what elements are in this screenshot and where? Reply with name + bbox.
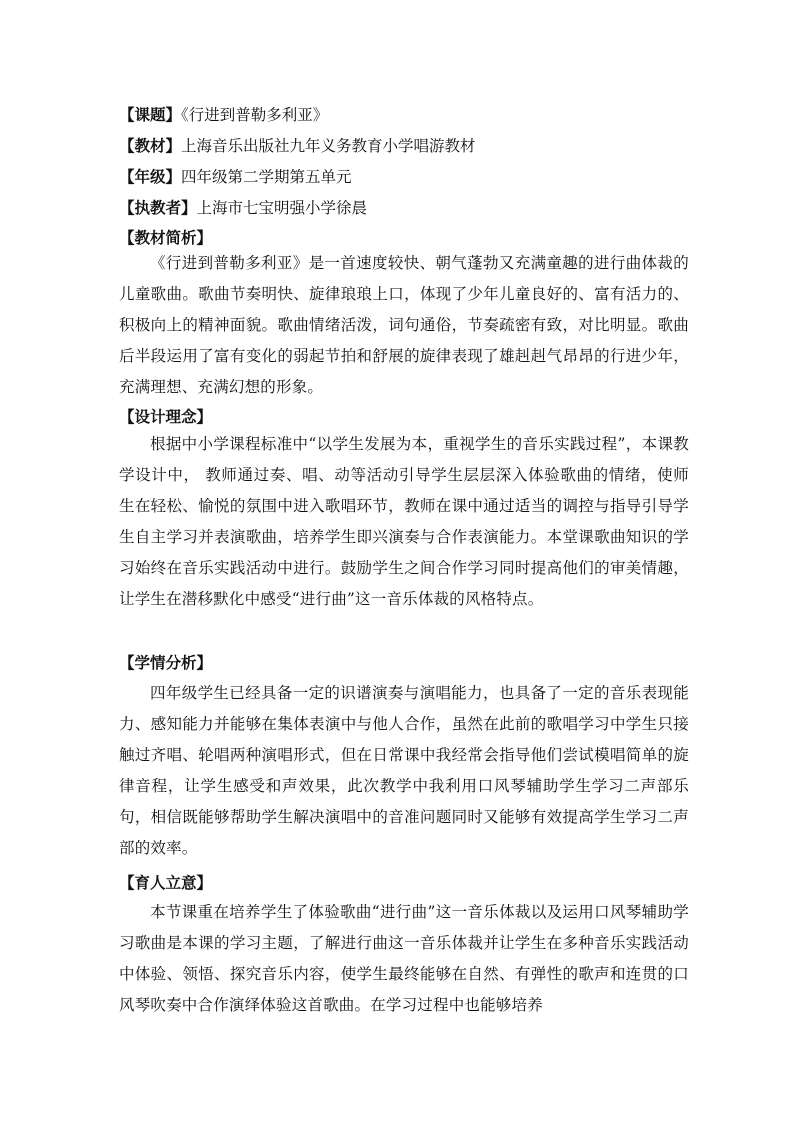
grade-line [119, 165, 689, 189]
learners-text: 四年级学生已经具备一定的识谱演奏与演唱能力，也具备了一定的音乐表现能力、感知能力并能够在集体表演中与他人合作，虽然在此前的歌唱学习中学生只接触过齐唱、轮唱两种演唱形式，但在日常课中我经常会指导他们尝试模唱简单的旋律音程，让学生感受和声效果，此次教学中我利用口风琴辅助学生学习二声部乐句，相信既能够帮助学生解决演唱中的音准问题同时又能够有效提高学生学习二声部的效率。 [119, 684, 689, 857]
topic-value: 《行进到普勒多利亚》 [181, 106, 329, 124]
grade-label: 【年级】 [119, 167, 182, 186]
topic-line [119, 103, 689, 127]
textbook-line [119, 134, 689, 158]
topic-label: 【课题】 [119, 105, 182, 124]
learners-paragraph [119, 678, 689, 864]
textbook-value: 上海音乐出版社九年义务教育小学唱游教材 [181, 137, 476, 155]
design-heading: 【设计理念】 [119, 407, 213, 426]
teacher-label: 【执教者】 [119, 198, 197, 217]
design-paragraph [119, 429, 689, 615]
learners-heading: 【学情分析】 [119, 653, 213, 672]
education-text: 本节课重在培养学生了体验歌曲“进行曲”这一音乐体裁以及运用口风琴辅助学习歌曲是本课的学习主题，了解进行曲这一音乐体裁并让学生在多种音乐实践活动中体验、领悟、探究音乐内容，使学生最终能够在自然、有弹性的歌声和连贯的口风琴吹奏中合作演绎体验这首歌曲。在学习过程中也能够培养 [119, 903, 689, 1014]
education-heading: 【育人立意】 [119, 873, 213, 892]
education-paragraph [119, 897, 689, 1021]
teacher-line [119, 196, 689, 220]
analysis-paragraph [119, 248, 689, 403]
analysis-heading: 【教材简析】 [119, 228, 213, 247]
teacher-value: 上海市七宝明强小学徐晨 [196, 199, 368, 217]
grade-value: 四年级第二学期第五单元 [181, 168, 352, 186]
analysis-text: 《行进到普勒多利亚》是一首速度较快、朝气蓬勃又充满童趣的进行曲体裁的儿童歌曲。歌曲节奏明快、旋律琅琅上口，体现了少年儿童良好的、富有活力的、积极向上的精神面貌。歌曲情绪活泼，词句通俗，节奏疏密有致，对比明显。歌曲后半段运用了富有变化的弱起节拍和舒展的旋律表现了雄赳赳气昂昂的行进少年，充满理想、充满幻想的形象。 [119, 254, 689, 396]
design-text: 根据中小学课程标准中“以学生发展为本，重视学生的音乐实践过程”，本课教学设计中， 教师通过奏、唱、动等活动引导学生层层深入体验歌曲的情绪，使师生在轻松、愉悦的氛围中进入歌唱环节，教师在课中通过适当的调控与指导引导学生自主学习并表演歌曲，培养学生即兴演奏与合作表演能力。本堂课歌曲知识的学习始终在音乐实践活动中进行。鼓励学生之间合作学习同时提高他们的审美情趣，让学生在潜移默化中感受“进行曲”这一音乐体裁的风格特点。 [119, 435, 689, 608]
textbook-label: 【教材】 [119, 136, 182, 155]
